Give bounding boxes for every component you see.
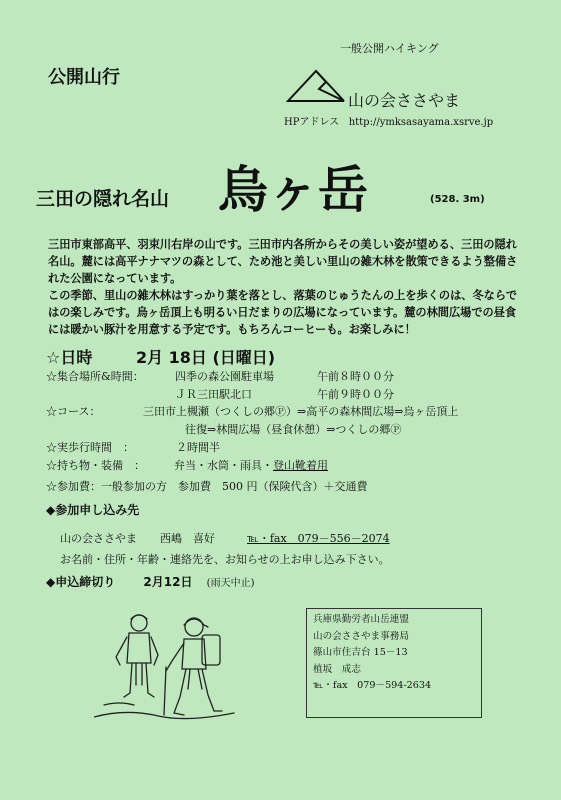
info-phone: ℡・fax 079－594-2634 (313, 680, 432, 692)
course-line-2: 往復⇒林間広場（昼食休憩）⇒つくしの郷Ⓟ (185, 423, 402, 436)
hikers-illustration (94, 605, 244, 725)
elevation: (528. 3m) (430, 194, 485, 205)
walk-time-value: ２時間半 (176, 441, 220, 454)
mountain-name-title: 烏ヶ岳 (218, 161, 368, 219)
items-value (174, 457, 328, 473)
deadline-row (46, 573, 254, 590)
application-heading: ◆参加申し込み先 (46, 503, 140, 517)
deadline-label: ◆申込締切り (46, 575, 116, 589)
deadline-note: (雨天中止) (206, 578, 255, 589)
intro-paragraph-1: 三田市東部高平、羽束川右岸の山です。三田市内各所からその美しい姿が望める、三田の隠れ名山。麓には高平ナナマツの森として、ため池と美しい里山の雑木林を散策できるよう整備された公園になっています。 (48, 238, 518, 285)
walk-time-label: ☆実歩行時間 ： (46, 441, 134, 454)
info-office: 山の会ささやま事務局 (313, 630, 409, 642)
mountain-logo-icon (286, 68, 346, 104)
contact-phone: ℡・fax 079－556－2074 (247, 532, 390, 545)
info-contact-person: 植坂 成志 (313, 663, 361, 675)
info-address: 篠山市住吉台 15－13 (313, 647, 408, 659)
date-value: 2月 18日 (日曜日) (135, 348, 276, 367)
course-line-1: 三田市上槻瀬（つくしの郷Ⓟ）⇒高平の森林間広場⇒烏ヶ岳頂上 (143, 405, 459, 418)
items-boots: 登山靴着用 (273, 459, 328, 472)
meeting-place-2: ＪＲ三田駅北口 (175, 388, 252, 401)
meeting-label: ☆集合場所&時間： (46, 370, 144, 383)
meeting-time-2: 午前９時００分 (317, 388, 394, 401)
date-row (46, 345, 275, 368)
meeting-time-1: 午前８時００分 (317, 370, 394, 383)
hp-url: http://ymksasayama.xsrve.jp (348, 117, 494, 128)
tagline: 三田の隠れ名山 (36, 188, 170, 210)
hp-label: HPアドレス (284, 117, 340, 128)
organizer-info-box (306, 608, 482, 718)
contact-person: 西嶋 喜好 (160, 532, 215, 545)
deadline-date: 2月12日 (143, 575, 193, 589)
homepage-address (284, 113, 493, 128)
event-type-heading: 公開山行 (48, 67, 120, 88)
application-note: お名前・住所・年齢・連絡先を、お知らせの上お申し込み下さい。 (60, 553, 390, 566)
items-list: 弁当・水筒・雨具・ (174, 459, 273, 472)
header-subtitle: 一般公開ハイキング (340, 42, 439, 55)
intro-paragraph-2: この季節、里山の雑木林はすっかり葉を落とし、落葉のじゅうたんの上を歩くのは、冬ならではの楽しみです。烏ヶ岳頂上も明るい日だまりの広場になっています。麓の林間広場での昼食には暖かい豚汁を用意する予定です。もちろんコーヒーも。お楽しみに！ (48, 289, 518, 336)
meeting-place-1: 四季の森公園駐車場 (175, 370, 274, 383)
course-label: ☆コース： (46, 405, 101, 418)
info-federation: 兵庫県勤労者山岳連盟 (313, 614, 409, 625)
date-label: ☆日時 (46, 348, 93, 367)
contact-club-name: 山の会ささやま (60, 532, 137, 545)
items-label: ☆持ち物・装備 ： (46, 459, 145, 472)
fee-info: ☆参加費：一般参加の方 参加費 500 円（保険代含）＋交通費 (46, 480, 368, 493)
club-name: 山の会ささやま (348, 91, 461, 110)
